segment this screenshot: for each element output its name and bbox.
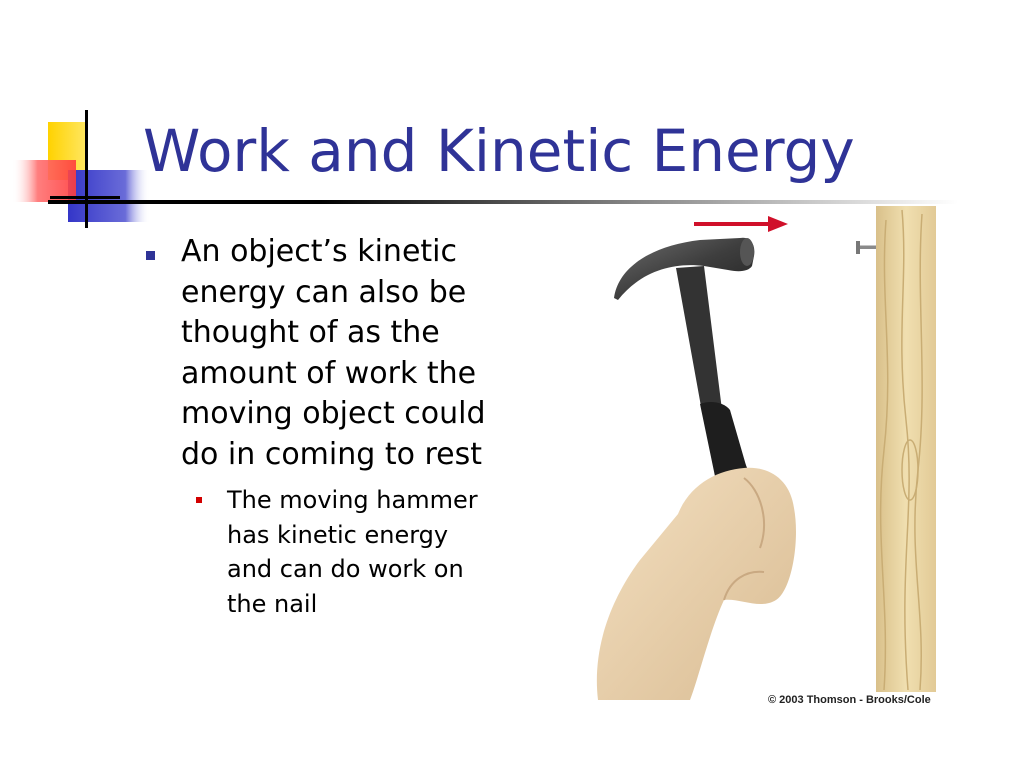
- motion-arrow: [694, 216, 788, 232]
- corner-decoration: [0, 0, 150, 240]
- bullet-square-icon: [146, 251, 155, 260]
- vertical-line: [85, 110, 88, 228]
- bullet-level-1: [146, 232, 546, 475]
- sub-bullet-square-icon: [196, 497, 202, 503]
- bullet-list: [146, 232, 546, 621]
- hand: [597, 468, 796, 700]
- hammer-illustration: [580, 200, 960, 720]
- nail: [856, 241, 876, 254]
- bullet-sub-text: The moving hammer has kinetic energy and can do work on the nail: [227, 486, 478, 618]
- slide-title: Work and Kinetic Energy: [143, 117, 855, 185]
- horizontal-line: [50, 196, 120, 199]
- red-square: [12, 160, 76, 202]
- image-credit: © 2003 Thomson - Brooks/Cole: [768, 694, 931, 706]
- bullet-level-2: [196, 483, 546, 621]
- bullet-main-text: An object’s kinetic energy can also be thought of as the amount of work the moving object could do in coming to rest: [181, 234, 486, 472]
- wood-board: [876, 206, 936, 692]
